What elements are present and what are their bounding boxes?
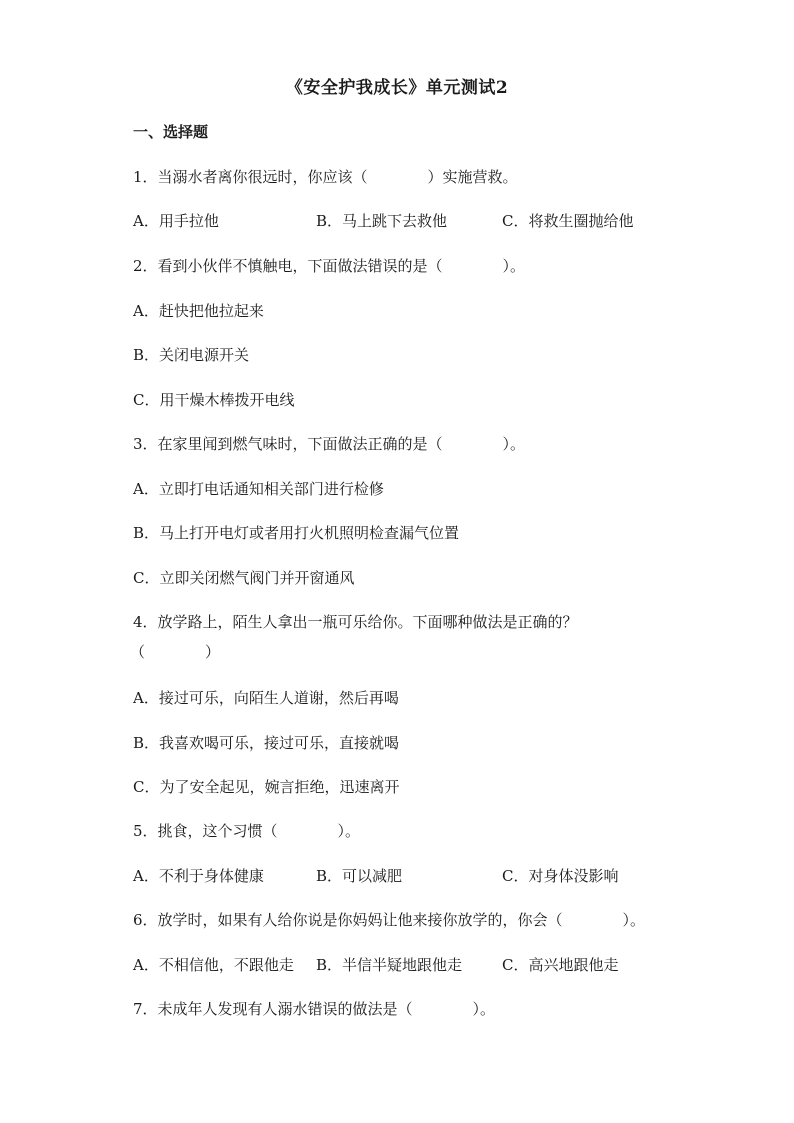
question-4-option-a: A．接过可乐，向陌生人道谢，然后再喝 — [133, 689, 399, 707]
question-3-option-a: A．立即打电话通知相关部门进行检修 — [133, 480, 384, 498]
question-5-option-c: C．对身体没影响 — [502, 867, 619, 885]
page-title: 《安全护我成长》单元测试2 — [285, 78, 509, 98]
question-2-option-c: C．用干燥木棒拨开电线 — [133, 391, 295, 409]
question-4: 4．放学路上，陌生人拿出一瓶可乐给你。下面哪种做法是正确的？ — [133, 613, 578, 631]
question-4-option-b: B．我喜欢喝可乐，接过可乐，直接就喝 — [133, 734, 400, 752]
question-6: 6．放学时，如果有人给你说是你妈妈让他来接你放学的，你会（ ）。 — [133, 911, 646, 929]
question-1: 1．当溺水者离你很远时，你应该（ ）实施营救。 — [133, 168, 518, 186]
question-5-option-a: A．不利于身体健康 — [133, 867, 264, 885]
question-4-blank: （ ） — [130, 643, 221, 661]
section-heading: 一、选择题 — [133, 123, 209, 141]
question-2-option-a: A．赶快把他拉起来 — [133, 302, 264, 320]
question-3-option-c: C．立即关闭燃气阀门并开窗通风 — [133, 569, 355, 587]
question-3: 3．在家里闻到燃气味时，下面做法正确的是（ ）。 — [133, 435, 526, 453]
question-2-option-b: B．关闭电源开关 — [133, 346, 250, 364]
question-1-option-c: C．将救生圈抛给他 — [502, 212, 634, 230]
question-6-option-a: A．不相信他，不跟他走 — [133, 956, 294, 974]
question-5-option-b: B．可以减肥 — [316, 867, 403, 885]
question-7: 7．未成年人发现有人溺水错误的做法是（ ）。 — [133, 1000, 496, 1018]
question-3-option-b: B．马上打开电灯或者用打火机照明检查漏气位置 — [133, 524, 460, 542]
question-4-option-c: C．为了安全起见，婉言拒绝，迅速离开 — [133, 778, 400, 796]
question-1-option-a: A．用手拉他 — [133, 212, 219, 230]
question-6-option-c: C．高兴地跟他走 — [502, 956, 619, 974]
question-1-option-b: B．马上跳下去救他 — [316, 212, 448, 230]
question-5: 5．挑食，这个习惯（ ）。 — [133, 822, 361, 840]
question-2: 2．看到小伙伴不慎触电，下面做法错误的是（ ）。 — [133, 257, 526, 275]
question-6-option-b: B．半信半疑地跟他走 — [316, 956, 463, 974]
